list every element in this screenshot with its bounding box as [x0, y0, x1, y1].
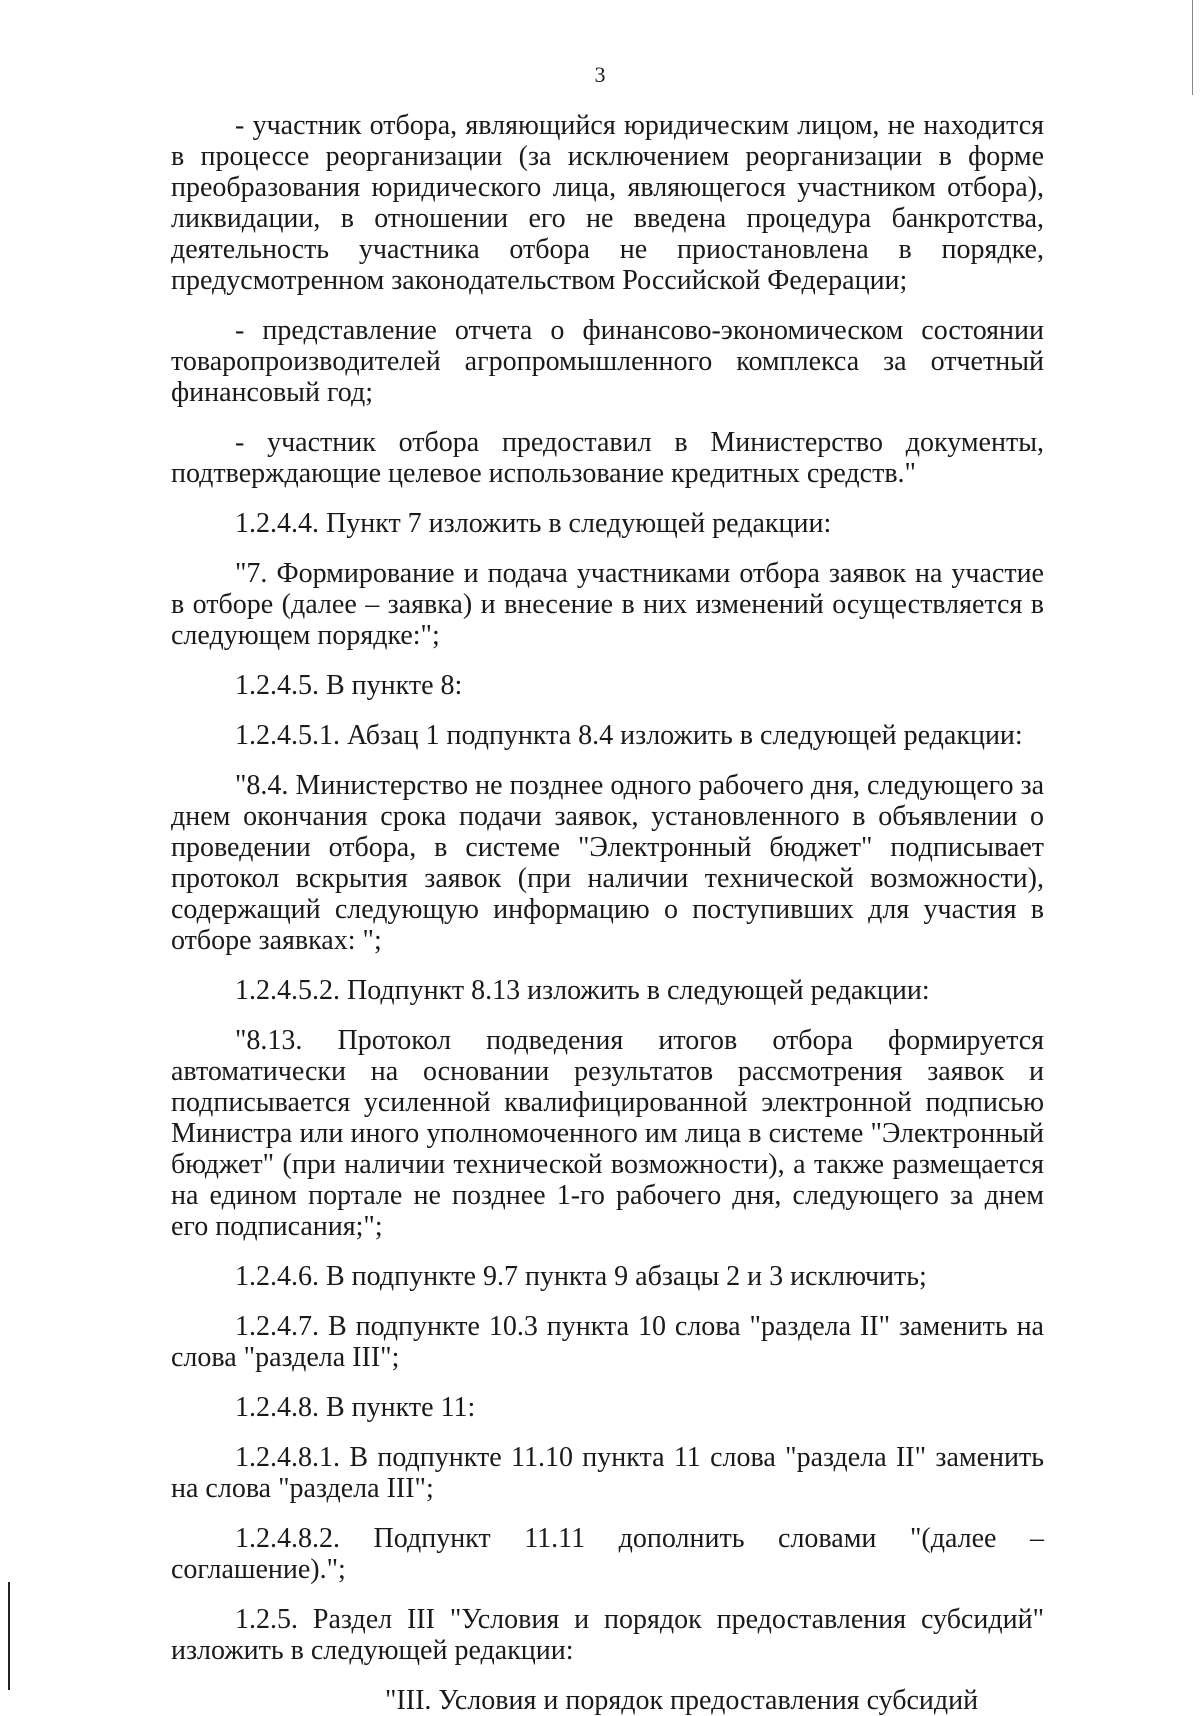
scan-edge-mark-left [8, 1582, 10, 1690]
paragraph-1-2-4-6: 1.2.4.6. В подпункте 9.7 пункта 9 абзацы 2 и 3 исключить; [235, 1261, 927, 1292]
paragraph-credit-documents: - участник отбора предоставил в Министерство документы, подтверждающие целевое использование кредитных средств." [171, 427, 1044, 489]
scan-edge-mark-right [1192, 0, 1193, 95]
paragraph-point-8-4: "8.4. Министерство не позднее одного рабочего дня, следующего за днем окончания срока подачи заявок, установленного в объявлении о проведении отбора, в системе "Электронный бюджет" подписывает протокол вскрытия заявок (при наличии технической возможности), содержащий следующую информацию о поступивших для участия в отборе заявках: "; [171, 770, 1044, 956]
paragraph-1-2-5: 1.2.5. Раздел III "Условия и порядок предоставления субсидий" изложить в следующей редакции: [171, 1604, 1044, 1666]
paragraph-1-2-4-8-1: 1.2.4.8.1. В подпункте 11.10 пункта 11 слова "раздела II" заменить на слова "раздела III"; [171, 1442, 1044, 1504]
paragraph-point-8-13: "8.13. Протокол подведения итогов отбора формируется автоматически на основании результатов рассмотрения заявок и подписывается усиленной квалифицированной электронной подписью Министра или иного уполномоченного им лица в системе "Электронный бюджет" (при наличии технической возможности), а также размещается на едином портале не позднее 1-го рабочего дня, следующего за днем его подписания;"; [171, 1025, 1044, 1242]
paragraph-1-2-4-5-1: 1.2.4.5.1. Абзац 1 подпункта 8.4 изложить в следующей редакции: [235, 720, 1023, 751]
section-heading: "III. Условия и порядок предоставления субсидий [385, 1685, 979, 1716]
paragraph-1-2-4-7: 1.2.4.7. В подпункте 10.3 пункта 10 слова "раздела II" заменить на слова "раздела III"; [171, 1311, 1044, 1373]
paragraph-1-2-4-5-2: 1.2.4.5.2. Подпункт 8.13 изложить в следующей редакции: [235, 975, 930, 1006]
paragraph-financial-report: - представление отчета о финансово-экономическом состоянии товаропроизводителей агропромышленного комплекса за отчетный финансовый год; [171, 315, 1044, 408]
paragraph-1-2-4-8: 1.2.4.8. В пункте 11: [235, 1392, 476, 1423]
paragraph-participant-not-reorganized: - участник отбора, являющийся юридическим лицом, не находится в процессе реорганизации (за исключением реорганизации в форме преобразования юридического лица, являющегося участником отбора), ликвидации, в отношении его не введена процедура банкротства, деятельность участника отбора не приостановлена в порядке, предусмотренном законодательством Российской Федерации; [171, 110, 1044, 296]
paragraph-1-2-4-8-2: 1.2.4.8.2. Подпункт 11.11 дополнить словами "(далее – соглашение)."; [171, 1523, 1044, 1585]
paragraph-1-2-4-4: 1.2.4.4. Пункт 7 изложить в следующей редакции: [235, 508, 832, 539]
paragraph-point-7: "7. Формирование и подача участниками отбора заявок на участие в отборе (далее – заявка) и внесение в них изменений осуществляется в следующем порядке:"; [171, 558, 1044, 651]
page-number: 3 [594, 62, 606, 87]
paragraph-1-2-4-5: 1.2.4.5. В пункте 8: [235, 670, 463, 701]
document-body [171, 110, 1044, 1716]
